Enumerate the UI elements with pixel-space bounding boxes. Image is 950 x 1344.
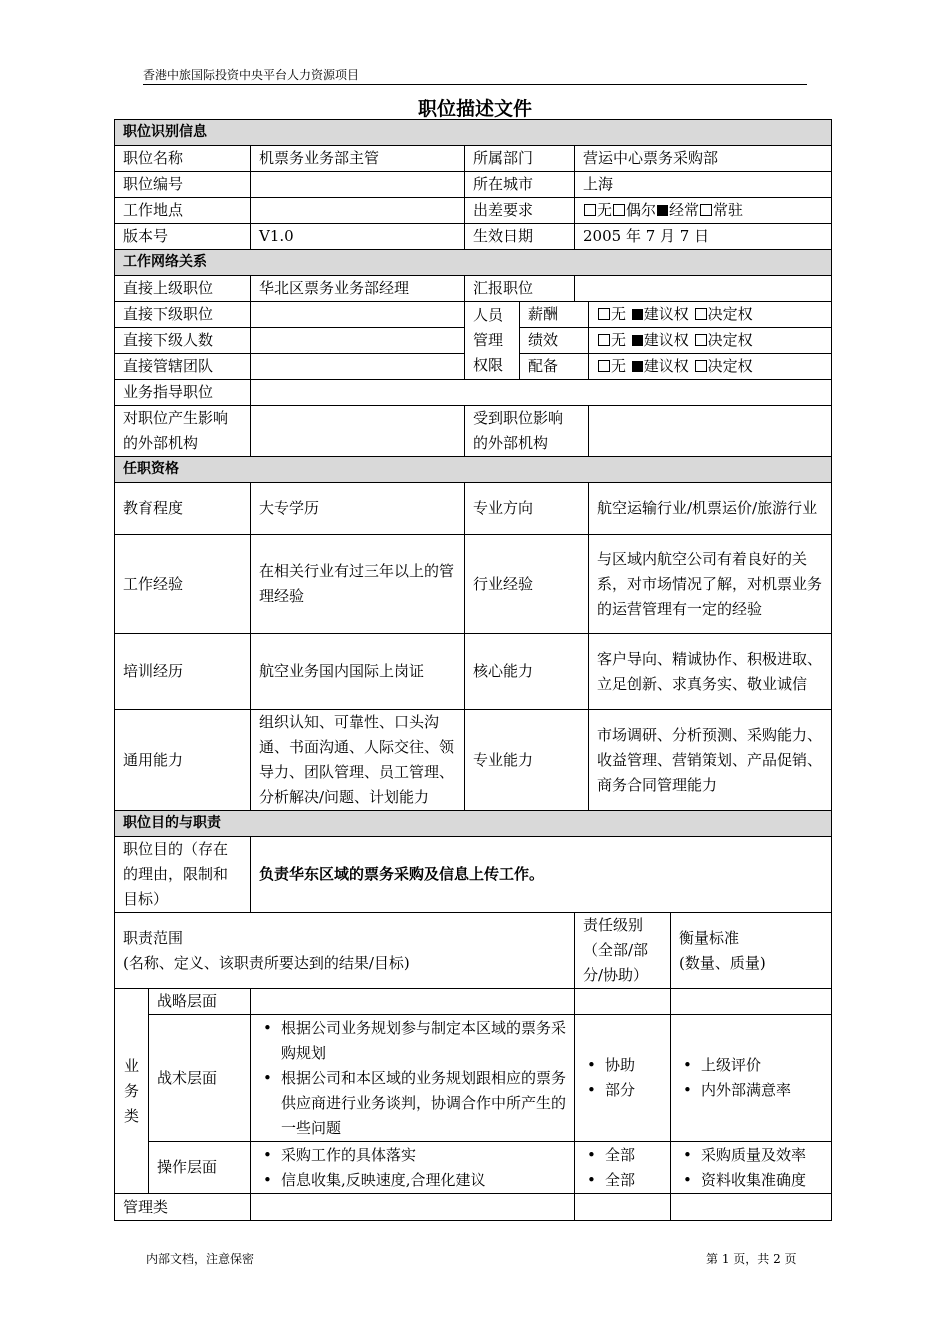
report-value <box>575 276 832 302</box>
travel-option-checkbox[interactable] <box>584 204 596 216</box>
version-label: 版本号 <box>115 224 251 250</box>
level-header: 责任级别（全部/部分/协助） <box>575 913 671 989</box>
tactic-label: 战术层面 <box>149 1015 251 1142</box>
tactic-level <box>575 1015 671 1142</box>
authority-option-checkbox[interactable] <box>598 360 610 372</box>
duty-item: • 根据公司和本区域的业务规划跟相应的票务供应商进行业务谈判，协调合作中所产生的一些问题 <box>281 1066 566 1141</box>
duty-item: • 根据公司业务规划参与制定本区域的票务采购规划 <box>281 1016 566 1066</box>
subordinate-label: 直接下级职位 <box>115 302 251 328</box>
header-rule <box>143 84 807 85</box>
superior-value: 华北区票务业务部经理 <box>251 276 465 302</box>
section-network: 工作网络关系 <box>115 250 832 276</box>
professional-label: 专业能力 <box>465 710 589 811</box>
position-code-value <box>251 172 465 198</box>
strategy-duties <box>251 989 575 1015</box>
training-value: 航空业务国内国际上岗证 <box>251 634 465 710</box>
authority-option-label: 决定权 <box>707 331 753 349</box>
purpose-label: 职位目的（存在的理由，限制和目标） <box>115 837 251 913</box>
authority-item-label: 薪酬 <box>520 302 589 328</box>
influence-in-value <box>589 406 832 457</box>
management-duties <box>251 1194 575 1221</box>
travel-option-checkbox[interactable] <box>700 204 712 216</box>
tactic-duties <box>251 1015 575 1142</box>
effective-date-value: 2005 年 7 月 7 日 <box>575 224 832 250</box>
management-measure <box>671 1194 832 1221</box>
authority-option-label: 无 <box>611 357 631 375</box>
tactic-measure <box>671 1015 832 1142</box>
authority-item-label: 配备 <box>520 354 589 380</box>
travel-option-label: 偶尔 <box>626 201 657 219</box>
scope-header-subtitle: (名称、定义、该职责所要达到的结果/目标) <box>123 953 410 972</box>
general-label: 通用能力 <box>115 710 251 811</box>
operation-level <box>575 1142 671 1194</box>
city-label: 所在城市 <box>465 172 575 198</box>
management-category-label: 管理类 <box>115 1194 251 1221</box>
management-level <box>575 1194 671 1221</box>
report-label: 汇报职位 <box>465 276 575 302</box>
section-qualification: 任职资格 <box>115 457 832 483</box>
work-location-label: 工作地点 <box>115 198 251 224</box>
major-value: 航空运输行业/机票运价/旅游行业 <box>589 483 832 535</box>
sub-count-value <box>251 328 465 354</box>
authority-label-line: 权限 <box>473 356 504 374</box>
authority-option-checkbox[interactable] <box>695 334 707 346</box>
measure-item: • 内外部满意率 <box>701 1078 823 1103</box>
scope-header-title: 职责范围 <box>123 928 184 947</box>
experience-label: 工作经验 <box>115 535 251 634</box>
department-label: 所属部门 <box>465 146 575 172</box>
measure-item: • 采购质量及效率 <box>701 1143 823 1168</box>
authority-options <box>589 354 832 380</box>
travel-option-checkbox[interactable] <box>657 205 668 216</box>
travel-options <box>575 198 832 224</box>
influence-out-line: 对职位产生影响 <box>123 409 229 427</box>
authority-option-label: 建议权 <box>643 305 694 323</box>
authority-options <box>589 302 832 328</box>
operation-duties <box>251 1142 575 1194</box>
measure-item: • 资料收集准确度 <box>701 1168 823 1193</box>
team-value <box>251 354 465 380</box>
travel-option-checkbox[interactable] <box>613 204 625 216</box>
travel-option-label: 常驻 <box>713 201 744 219</box>
footer-confidential: 内部文档，注意保密 <box>146 1252 255 1266</box>
level-item: • 协助 <box>605 1053 662 1078</box>
authority-options <box>589 328 832 354</box>
level-item: • 全部 <box>605 1168 662 1193</box>
measure-header-subtitle: (数量、质量) <box>679 953 766 972</box>
authority-option-label: 决定权 <box>707 357 753 375</box>
influence-out-label <box>115 406 251 457</box>
operation-label: 操作层面 <box>149 1142 251 1194</box>
travel-option-label: 经常 <box>669 201 700 219</box>
measure-header-title: 衡量标准 <box>679 928 740 947</box>
effective-date-label: 生效日期 <box>465 224 575 250</box>
industry-label: 行业经验 <box>465 535 589 634</box>
authority-option-label: 决定权 <box>707 305 753 323</box>
strategy-level <box>575 989 671 1015</box>
education-value: 大专学历 <box>251 483 465 535</box>
authority-option-checkbox[interactable] <box>695 308 707 320</box>
section-purpose: 职位目的与职责 <box>115 811 832 837</box>
influence-out-value <box>251 406 465 457</box>
authority-option-checkbox[interactable] <box>598 308 610 320</box>
scope-header <box>115 913 575 989</box>
experience-value: 在相关行业有过三年以上的管理经验 <box>251 535 465 634</box>
strategy-measure <box>671 989 832 1015</box>
influence-out-line: 的外部机构 <box>123 434 199 452</box>
subordinate-value <box>251 302 465 328</box>
industry-value: 与区域内航空公司有着良好的关系，对市场情况了解，对机票业务的运营管理有一定的经验 <box>589 535 832 634</box>
version-value: V1.0 <box>251 224 465 250</box>
core-label: 核心能力 <box>465 634 589 710</box>
footer-page-number: 第 1 页，共 2 页 <box>706 1252 797 1266</box>
section-identity: 职位识别信息 <box>115 120 832 146</box>
authority-option-checkbox[interactable] <box>632 335 643 346</box>
strategy-label: 战略层面 <box>149 989 251 1015</box>
level-item: • 全部 <box>605 1143 662 1168</box>
team-label: 直接管辖团队 <box>115 354 251 380</box>
measure-header <box>671 913 832 989</box>
guide-label: 业务指导职位 <box>115 380 251 406</box>
duty-item: • 采购工作的具体落实 <box>281 1143 566 1168</box>
education-label: 教育程度 <box>115 483 251 535</box>
department-value: 营运中心票务采购部 <box>575 146 832 172</box>
work-location-value <box>251 198 465 224</box>
guide-value <box>251 380 832 406</box>
job-description-table <box>114 119 832 1221</box>
measure-item: • 上级评价 <box>701 1053 823 1078</box>
sub-count-label: 直接下级人数 <box>115 328 251 354</box>
training-label: 培训经历 <box>115 634 251 710</box>
authority-option-checkbox[interactable] <box>598 334 610 346</box>
authority-label <box>465 302 520 380</box>
core-value: 客户导向、精诚协作、积极进取、立足创新、求真务实、敬业诚信 <box>589 634 832 710</box>
document-title: 职位描述文件 <box>417 98 532 120</box>
city-value: 上海 <box>575 172 832 198</box>
major-label: 专业方向 <box>465 483 589 535</box>
authority-option-label: 无 <box>611 331 631 349</box>
travel-label: 出差要求 <box>465 198 575 224</box>
business-category-label: 业务类 <box>115 989 149 1194</box>
superior-label: 直接上级职位 <box>115 276 251 302</box>
authority-label-line: 管理 <box>473 331 504 349</box>
project-header: 香港中旅国际投资中央平台人力资源项目 <box>143 68 360 82</box>
professional-value: 市场调研、分析预测、采购能力、收益管理、营销策划、产品促销、商务合同管理能力 <box>589 710 832 811</box>
operation-measure <box>671 1142 832 1194</box>
authority-option-label: 无 <box>611 305 631 323</box>
authority-option-checkbox[interactable] <box>632 309 643 320</box>
position-code-label: 职位编号 <box>115 172 251 198</box>
authority-option-label: 建议权 <box>643 357 694 375</box>
level-item: • 部分 <box>605 1078 662 1103</box>
influence-in-line: 受到职位影响 <box>473 409 564 427</box>
position-name-label: 职位名称 <box>115 146 251 172</box>
general-value: 组织认知、可靠性、口头沟通、书面沟通、人际交往、领导力、团队管理、员工管理、分析解决/问题、计划能力 <box>251 710 465 811</box>
authority-option-checkbox[interactable] <box>695 360 707 372</box>
authority-item-label: 绩效 <box>520 328 589 354</box>
position-name-value: 机票务业务部主管 <box>251 146 465 172</box>
authority-label-line: 人员 <box>473 306 504 324</box>
authority-option-label: 建议权 <box>643 331 694 349</box>
influence-in-line: 的外部机构 <box>473 434 549 452</box>
authority-option-checkbox[interactable] <box>632 361 643 372</box>
purpose-value: 负责华东区域的票务采购及信息上传工作。 <box>251 837 832 913</box>
duty-item: • 信息收集,反映速度,合理化建议 <box>281 1168 566 1193</box>
influence-in-label <box>465 406 589 457</box>
travel-option-label: 无 <box>597 201 613 219</box>
